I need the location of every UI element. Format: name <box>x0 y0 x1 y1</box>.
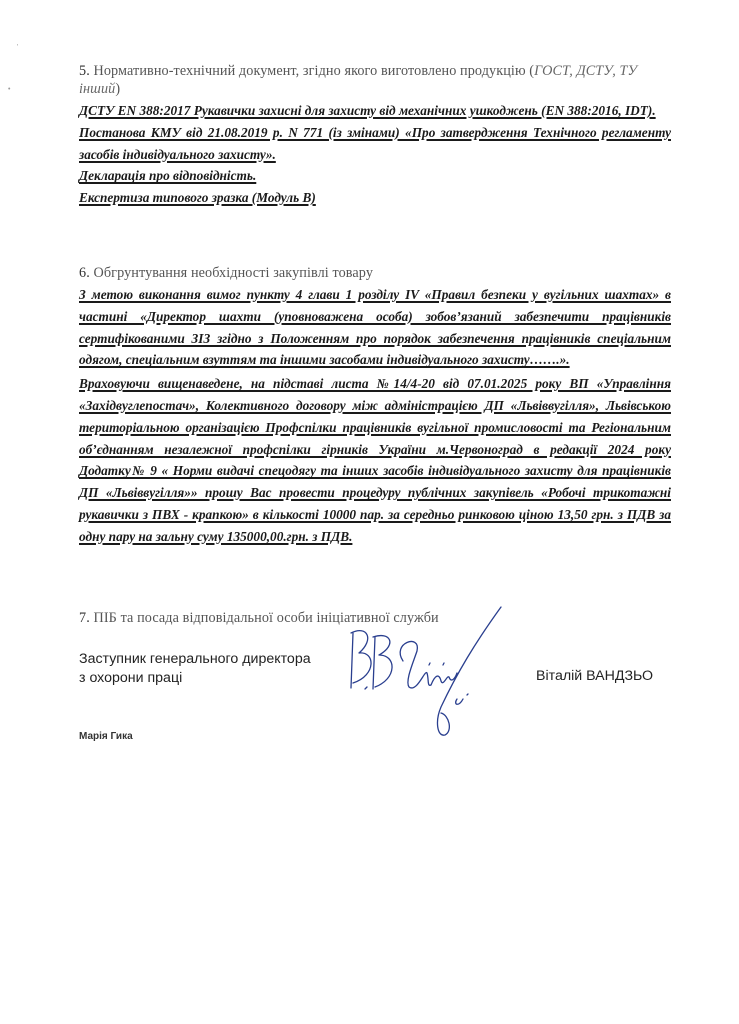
section-heading-text: Обгрунтування необхідності закупівлі товару <box>93 265 374 281</box>
section-number: 6. <box>79 265 90 281</box>
signatory-position-line: з охорони праці <box>79 670 183 686</box>
signatory-position <box>79 650 311 688</box>
signatory-name: Віталій ВАНДЗЬО <box>536 668 654 684</box>
section-6-body <box>79 284 671 548</box>
section-number: 5. <box>79 63 90 79</box>
section-heading-close: ) <box>115 81 121 97</box>
regulation-line: Постанова КМУ від 21.08.2019 р. N 771 (із змінами) «Про затвердження Технічного регламенту засобів індивідуального захисту». <box>79 124 671 162</box>
section-6-heading <box>79 264 671 282</box>
section-heading-text: ПІБ та посада відповідальної особи ініціативної служби <box>93 610 439 626</box>
section-number: 7. <box>79 610 90 626</box>
justification-paragraph: З метою виконання вимог пункту 4 глави 1 розділу IV «Правил безпеки у вугільних шахтах» в частині «Директор шахти (уповноважена особа) зобов’язаний забезпечити працівників сертифікованими ЗІЗ згідно з Положенням про порядок забезпечення працівників спеціальним одягом, спеціальним взуттям та іншими засобами індивідуального захисту…….». <box>79 287 671 368</box>
regulation-line: ДСТУ EN 388:2017 Рукавички захисні для захисту від механічних ушкоджень (EN 388:2016, IDT). <box>79 103 656 118</box>
regulation-line: Експертиза типового зразка (Модуль В) <box>79 190 316 206</box>
regulation-line: Декларація про відповідність. <box>79 168 257 184</box>
document-author: Марія Гика <box>79 731 133 742</box>
section-heading-paren: ГОСТ, ДСТУ, ТУ інший <box>79 63 638 97</box>
section-heading-text: Нормативно-технічний документ, згідно якого виготовлено продукцію ( <box>93 63 535 79</box>
handwritten-signature <box>345 603 505 743</box>
section-5-body <box>79 100 671 209</box>
justification-paragraph: Враховуючи вищенаведене, на підставі листа №14/4-20 від 07.01.2025 року ВП «Управління «Західвуглепостач», Колективного договору між адміністрацією ДП «Львіввугілля», Львівською територіальною організацією Профспілки працівників вугільної промисловості та Регіональним об’єднанням незалежної профспілки гірників України м.Червоноград в редакції 2024 року Додатку№ 9 « Норми видачі спецодягу та інших засобів індивідуального захисту для працівників ДП «Львіввугілля»» прошу Вас провести процедуру публічних закупівель «Робочі трикотажні рукавички з ПВХ - крапкою» в кількості 10000 пар. за середньо ринковою ціною 13,50 грн. з ПДВ за одну пару на зальну суму 135000,00.грн. з ПДВ. <box>79 376 671 544</box>
margin-mark: ' <box>17 44 19 51</box>
signatory-position-line: Заступник генерального директора <box>79 651 311 667</box>
margin-mark: • <box>8 86 11 93</box>
section-5-heading <box>79 62 671 98</box>
